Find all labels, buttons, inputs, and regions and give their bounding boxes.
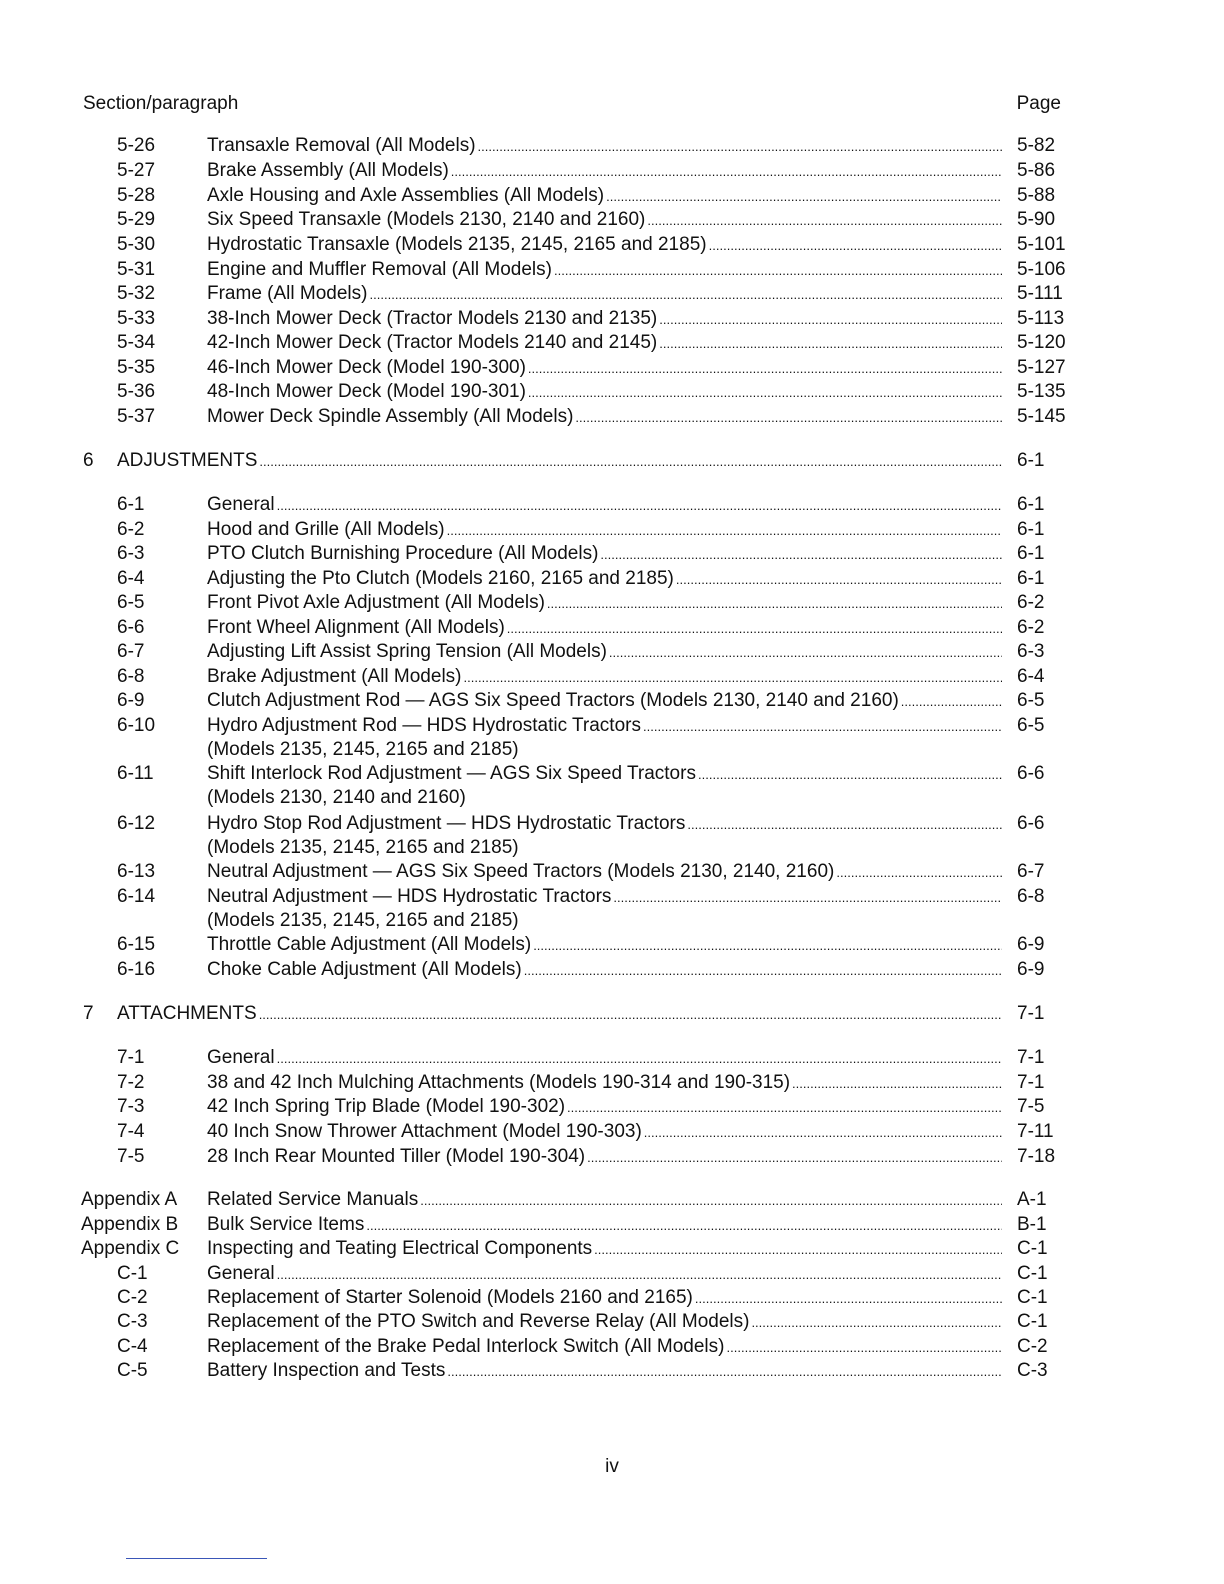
toc-entry-number: 6-6 (117, 617, 145, 638)
toc-entry[interactable] (0, 958, 1224, 982)
toc-entry-page: 5-120 (1017, 332, 1066, 353)
toc-entry-title: Inspecting and Teating Electrical Components (207, 1238, 593, 1259)
toc-entry[interactable] (0, 885, 1224, 909)
toc-entry-page: 5-106 (1017, 259, 1066, 280)
toc-entry-number: 5-35 (117, 357, 156, 378)
toc-entry-title: Front Wheel Alignment (All Models) (207, 617, 505, 638)
toc-entry-title: Six Speed Transaxle (Models 2130, 2140 and 2160) (207, 209, 646, 230)
toc-entry-number: 5-37 (117, 406, 156, 427)
toc-entry-title-leader (117, 1002, 1002, 1027)
toc-entry-title-leader (207, 1359, 1002, 1384)
toc-entry-number: 6-2 (117, 519, 145, 540)
toc-entry-title-leader (207, 1237, 1002, 1262)
toc-entry-page: A-1 (1017, 1189, 1047, 1210)
toc-entry-number: Appendix B (81, 1214, 179, 1235)
toc-entry-title-leader (207, 134, 1002, 159)
toc-entry[interactable] (0, 616, 1224, 640)
toc-entry-number: 5-33 (117, 308, 156, 329)
toc-entry-number: Appendix C (81, 1238, 180, 1259)
toc-entry-title-leader (207, 233, 1002, 258)
toc-entry-title: 40 Inch Snow Thrower Attachment (Model 190-303) (207, 1121, 642, 1142)
toc-entry-title: General (207, 1047, 275, 1068)
toc-entry-title: Front Pivot Axle Adjustment (All Models) (207, 592, 545, 613)
toc-entry-number: 6-5 (117, 592, 145, 613)
toc-entry-title: Bulk Service Items (207, 1214, 365, 1235)
toc-entry-page: 6-5 (1017, 715, 1045, 736)
toc-entry[interactable] (0, 689, 1224, 713)
toc-entry-number: C-2 (117, 1287, 148, 1308)
toc-entry-page: 6-6 (1017, 763, 1045, 784)
toc-entry-title: Adjusting Lift Assist Spring Tension (All Models) (207, 641, 607, 662)
toc-entry-page: C-2 (1017, 1336, 1048, 1357)
toc-entry-page: 6-1 (1017, 519, 1045, 540)
toc-entry-number: C-3 (117, 1311, 148, 1332)
toc-entry-page: 5-111 (1017, 283, 1063, 304)
toc-entry-title: PTO Clutch Burnishing Procedure (All Models) (207, 543, 599, 564)
toc-entry-title-leader (207, 1095, 1002, 1120)
toc-entry[interactable] (0, 591, 1224, 615)
toc-entry[interactable] (0, 1286, 1224, 1310)
toc-entry-page: C-1 (1017, 1311, 1048, 1332)
toc-entry-title: Clutch Adjustment Rod — AGS Six Speed Tractors (Models 2130, 2140 and 2160) (207, 690, 899, 711)
toc-entry-number: C-5 (117, 1360, 148, 1381)
toc-entry-number: 6-16 (117, 959, 156, 980)
toc-entry-number: C-4 (117, 1336, 148, 1357)
toc-entry-title-continuation: (Models 2130, 2140 and 2160) (207, 787, 466, 808)
toc-entry-title: Throttle Cable Adjustment (All Models) (207, 934, 532, 955)
toc-entry-title: Battery Inspection and Tests (207, 1360, 446, 1381)
toc-entry[interactable] (0, 405, 1224, 429)
toc-entry-title: Brake Adjustment (All Models) (207, 666, 462, 687)
toc-chapter-entry[interactable] (0, 449, 1224, 473)
toc-entry-page: 5-135 (1017, 381, 1066, 402)
toc-entry-title-leader (207, 1262, 1002, 1287)
toc-entry-page: 5-101 (1017, 234, 1066, 255)
toc-entry-page: 7-1 (1017, 1072, 1045, 1093)
toc-entry-title: General (207, 494, 275, 515)
toc-entry-title-leader (207, 1188, 1002, 1213)
toc-entry-title-leader (207, 1145, 1002, 1170)
toc-entry[interactable] (0, 860, 1224, 884)
toc-entry-title-leader (207, 812, 1002, 837)
toc-entry-page: 6-3 (1017, 641, 1045, 662)
toc-entry-number: 6-11 (117, 763, 154, 784)
toc-entry-page: 5-86 (1017, 160, 1056, 181)
toc-entry-page: C-1 (1017, 1238, 1048, 1259)
toc-entry-page: 7-11 (1017, 1121, 1054, 1142)
toc-entry-title-leader (207, 1213, 1002, 1238)
toc-entry-title-leader (207, 184, 1002, 209)
toc-entry-number: 7-2 (117, 1072, 145, 1093)
toc-entry-title: Mower Deck Spindle Assembly (All Models) (207, 406, 574, 427)
toc-entry-title: 42 Inch Spring Trip Blade (Model 190-302) (207, 1096, 566, 1117)
toc-entry[interactable] (0, 331, 1224, 355)
toc-entry-number: 5-36 (117, 381, 156, 402)
toc-entry-number: 6-1 (117, 494, 145, 515)
toc-entry-number: 7-4 (117, 1121, 145, 1142)
toc-entry-title-leader (207, 714, 1002, 739)
toc-entry-title-leader (207, 1071, 1002, 1096)
toc-entry-page: 6-9 (1017, 959, 1045, 980)
toc-entry-title-leader (207, 1120, 1002, 1145)
toc-entry-title: Axle Housing and Axle Assemblies (All Models) (207, 185, 605, 206)
toc-entry-title-leader (207, 208, 1002, 233)
toc-entry-title-leader (207, 1310, 1002, 1335)
toc-entry-page: 5-82 (1017, 135, 1056, 156)
toc-entry[interactable] (0, 380, 1224, 404)
toc-entry-page: 6-4 (1017, 666, 1045, 687)
toc-entry-number: 6-12 (117, 813, 156, 834)
toc-entry-page: 6-1 (1017, 494, 1045, 515)
toc-entry-page: 6-1 (1017, 568, 1045, 589)
toc-entry-title-leader (207, 640, 1002, 665)
toc-entry-title-leader (207, 258, 1002, 283)
toc-entry-title: Replacement of the PTO Switch and Reverse Relay (All Models) (207, 1311, 750, 1332)
toc-entry-title: Choke Cable Adjustment (All Models) (207, 959, 522, 980)
toc-entry[interactable] (0, 493, 1224, 517)
toc-entry-title: 48-Inch Mower Deck (Model 190-301) (207, 381, 526, 402)
toc-entry-page: 5-145 (1017, 406, 1066, 427)
toc-entry-page: 6-1 (1017, 543, 1045, 564)
toc-entry-title: Neutral Adjustment — HDS Hydrostatic Tractors (207, 886, 612, 907)
toc-entry-number: 5-27 (117, 160, 156, 181)
page-number: iv (605, 1456, 619, 1477)
column-header-page: Page (1016, 93, 1061, 114)
toc-entry-page: 6-2 (1017, 617, 1045, 638)
toc-entry-page: 5-127 (1017, 357, 1066, 378)
toc-entry-title: Adjusting the Pto Clutch (Models 2160, 2165 and 2185) (207, 568, 674, 589)
toc-entry-title-continuation: (Models 2135, 2145, 2165 and 2185) (207, 910, 519, 931)
toc-entry-page: 7-1 (1017, 1003, 1045, 1024)
toc-entry[interactable] (0, 184, 1224, 208)
toc-entry-title-leader (207, 331, 1002, 356)
toc-entry-number: 6-15 (117, 934, 156, 955)
toc-entry-title-leader (207, 1335, 1002, 1360)
toc-entry[interactable] (0, 762, 1224, 786)
toc-entry-page: 5-113 (1017, 308, 1065, 329)
toc-entry-title-leader (207, 616, 1002, 641)
toc-entry-title-leader (207, 380, 1002, 405)
toc-entry-page: 6-1 (1017, 450, 1045, 471)
toc-entry-number: 5-26 (117, 135, 156, 156)
column-header-section: Section/paragraph (83, 93, 239, 114)
toc-entry[interactable] (0, 233, 1224, 257)
toc-entry-number: 5-34 (117, 332, 156, 353)
toc-entry[interactable] (0, 1262, 1224, 1286)
toc-entry-page: C-1 (1017, 1263, 1048, 1284)
toc-entry-number: 6-3 (117, 543, 145, 564)
toc-entry[interactable] (0, 665, 1224, 689)
toc-entry-title-leader (207, 282, 1002, 307)
toc-chapter-entry[interactable] (0, 1002, 1224, 1026)
toc-entry-title-leader (207, 1046, 1002, 1071)
toc-entry-page: 6-9 (1017, 934, 1045, 955)
toc-entry[interactable] (0, 812, 1224, 836)
toc-entry-title-leader (207, 159, 1002, 184)
toc-entry-title-leader (207, 591, 1002, 616)
toc-entry[interactable] (0, 1095, 1224, 1119)
toc-entry-title-leader (207, 885, 1002, 910)
toc-entry-number: 6-10 (117, 715, 156, 736)
toc-entry[interactable] (0, 134, 1224, 158)
toc-entry[interactable] (0, 307, 1224, 331)
toc-entry-title: Replacement of Starter Solenoid (Models 2160 and 2165) (207, 1287, 693, 1308)
toc-entry[interactable] (0, 1120, 1224, 1144)
toc-entry-page: 7-5 (1017, 1096, 1045, 1117)
toc-entry[interactable] (0, 282, 1224, 306)
toc-entry-title-leader (207, 356, 1002, 381)
toc-entry[interactable] (0, 1359, 1224, 1383)
toc-entry[interactable] (0, 1071, 1224, 1095)
toc-entry-page: B-1 (1017, 1214, 1047, 1235)
toc-entry-number: Appendix A (81, 1189, 178, 1210)
toc-entry-page: 5-88 (1017, 185, 1056, 206)
toc-entry-title: 38 and 42 Inch Mulching Attachments (Models 190-314 and 190-315) (207, 1072, 791, 1093)
footer-rule (126, 1558, 267, 1559)
toc-entry-title: Hood and Grille (All Models) (207, 519, 445, 540)
toc-entry-title: Hydro Stop Rod Adjustment — HDS Hydrostatic Tractors (207, 813, 686, 834)
toc-entry-title-leader (207, 958, 1002, 983)
toc-entry[interactable] (0, 159, 1224, 183)
toc-entry-number: 6-4 (117, 568, 145, 589)
toc-entry-number: 6-13 (117, 861, 156, 882)
toc-entry-title: 46-Inch Mower Deck (Model 190-300) (207, 357, 526, 378)
toc-entry[interactable] (0, 208, 1224, 232)
toc-entry-page: 6-6 (1017, 813, 1045, 834)
toc-entry-number: 5-32 (117, 283, 156, 304)
toc-entry-number: 5-28 (117, 185, 156, 206)
toc-entry-title-leader (207, 307, 1002, 332)
toc-entry-title-leader (207, 1286, 1002, 1311)
toc-entry-page: 6-8 (1017, 886, 1045, 907)
toc-entry-title: 38-Inch Mower Deck (Tractor Models 2130 and 2135) (207, 308, 658, 329)
toc-entry-title: Neutral Adjustment — AGS Six Speed Tractors (Models 2130, 2140, 2160) (207, 861, 835, 882)
toc-entry-title: Replacement of the Brake Pedal Interlock Switch (All Models) (207, 1336, 725, 1357)
toc-entry-number: 6 (83, 450, 94, 471)
toc-entry-number: 5-31 (117, 259, 156, 280)
toc-entry-page: 5-90 (1017, 209, 1056, 230)
toc-entry[interactable] (0, 258, 1224, 282)
toc-entry-page: 7-1 (1017, 1047, 1045, 1068)
toc-entry-page: C-3 (1017, 1360, 1048, 1381)
toc-entry-title: ATTACHMENTS (117, 1003, 257, 1024)
toc-entry-title: Hydro Adjustment Rod — HDS Hydrostatic Tractors (207, 715, 641, 736)
toc-entry-title-leader (207, 689, 1002, 714)
toc-entry-title-leader (207, 933, 1002, 958)
toc-entry-number: 7-3 (117, 1096, 145, 1117)
toc-appendix-entry[interactable] (0, 1213, 1224, 1237)
toc-entry[interactable] (0, 1145, 1224, 1169)
toc-entry-page: 7-18 (1017, 1146, 1056, 1167)
toc-entry[interactable] (0, 518, 1224, 542)
toc-entry[interactable] (0, 1335, 1224, 1359)
toc-entry-title-continuation: (Models 2135, 2145, 2165 and 2185) (207, 837, 519, 858)
toc-entry-title-continuation: (Models 2135, 2145, 2165 and 2185) (207, 739, 519, 760)
toc-entry-title: 42-Inch Mower Deck (Tractor Models 2140 and 2145) (207, 332, 658, 353)
toc-entry-number: 6-9 (117, 690, 145, 711)
toc-entry-title-leader (207, 493, 1002, 518)
toc-entry-number: 6-7 (117, 641, 145, 662)
toc-entry-number: 7-1 (117, 1047, 145, 1068)
toc-entry-title: Engine and Muffler Removal (All Models) (207, 259, 552, 280)
toc-entry-number: 7 (83, 1003, 94, 1024)
toc-entry-page: 6-5 (1017, 690, 1045, 711)
toc-entry-title: ADJUSTMENTS (117, 450, 258, 471)
toc-entry[interactable] (0, 640, 1224, 664)
toc-entry-title-leader (207, 518, 1002, 543)
toc-entry[interactable] (0, 933, 1224, 957)
toc-entry-title-leader (207, 542, 1002, 567)
toc-entry[interactable] (0, 714, 1224, 738)
toc-entry-title: Related Service Manuals (207, 1189, 419, 1210)
toc-appendix-entry[interactable] (0, 1237, 1224, 1261)
toc-entry-number: 7-5 (117, 1146, 145, 1167)
toc-entry-number: 6-8 (117, 666, 145, 687)
toc-appendix-entry[interactable] (0, 1188, 1224, 1212)
toc-entry[interactable] (0, 1310, 1224, 1334)
toc-entry[interactable] (0, 1046, 1224, 1070)
toc-entry-title: 28 Inch Rear Mounted Tiller (Model 190-304) (207, 1146, 586, 1167)
toc-entry[interactable] (0, 542, 1224, 566)
toc-entry-title: Transaxle Removal (All Models) (207, 135, 476, 156)
toc-entry-number: 5-29 (117, 209, 156, 230)
toc-entry-number: 5-30 (117, 234, 156, 255)
toc-entry-title-leader (207, 405, 1002, 430)
toc-entry-page: 6-2 (1017, 592, 1045, 613)
toc-entry-number: 6-14 (117, 886, 156, 907)
toc-entry-number: C-1 (117, 1263, 148, 1284)
toc-entry[interactable] (0, 567, 1224, 591)
toc-entry-title: Brake Assembly (All Models) (207, 160, 449, 181)
toc-entry-title: Hydrostatic Transaxle (Models 2135, 2145, 2165 and 2185) (207, 234, 707, 255)
toc-entry-title-leader (117, 449, 1002, 474)
toc-entry-title-leader (207, 567, 1002, 592)
toc-entry-page: C-1 (1017, 1287, 1048, 1308)
toc-entry-title: Shift Interlock Rod Adjustment — AGS Six Speed Tractors (207, 763, 696, 784)
toc-entry-title: General (207, 1263, 275, 1284)
toc-entry-title-leader (207, 665, 1002, 690)
toc-entry-title-leader (207, 860, 1002, 885)
toc-entry-page: 6-7 (1017, 861, 1045, 882)
toc-entry-title-leader (207, 762, 1002, 787)
toc-entry-title: Frame (All Models) (207, 283, 368, 304)
toc-entry[interactable] (0, 356, 1224, 380)
